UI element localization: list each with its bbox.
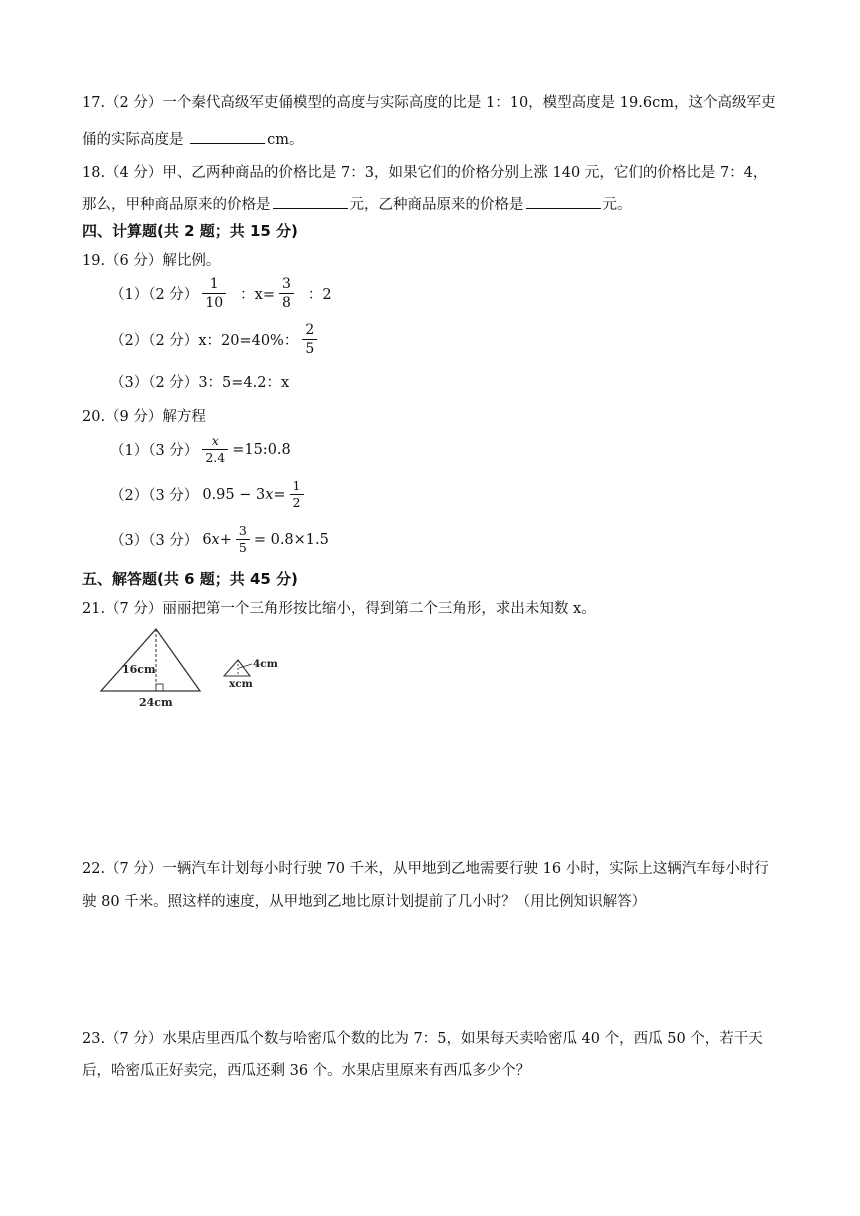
q20-title: 20.（9 分）解方程 [82, 409, 206, 425]
small-triangle [224, 660, 250, 676]
q20-p1-numerator: x [211, 433, 219, 448]
q19-p1-f2-numerator: 3 [281, 276, 291, 292]
q19-p2-label: （2）（2 分） [110, 333, 199, 350]
q20-p2-label: （2）（3 分） [110, 488, 199, 505]
q20-p3-var: x [211, 531, 220, 548]
q19-p2-denominator: 5 [305, 341, 315, 358]
q19-p3-text: 3：5=4.2：x [198, 375, 290, 391]
q20-p2-left: 0.95 − 3 [202, 486, 266, 503]
q19-part2 [110, 322, 321, 357]
q17-line1: 17.（2 分）一个秦代高级军吏俑模型的高度与实际高度的比是 1：10，模型高度是 19.6cm，这个高级军吏 [82, 95, 776, 111]
q22-line2: 驶 80 千米。照这样的速度，从甲地到乙地比原计划提前了几小时？（用比例知识解答） [82, 894, 647, 910]
q18-line2-b: 元，乙种商品原来的价格是 [349, 197, 524, 213]
q19-p2-text: x：20=40%： [198, 333, 299, 350]
q20-p3-left: 6 [202, 531, 212, 548]
q17-line2-after: cm。 [267, 132, 304, 148]
q20-p2-var: x [265, 486, 274, 503]
q18-answer-blank-1[interactable] [273, 194, 348, 209]
q19-p2-numerator: 2 [305, 322, 315, 338]
big-base-label: 24cm [139, 696, 173, 709]
q20-part1 [110, 434, 291, 466]
q17-line2 [82, 128, 303, 149]
q23-line2: 后，哈密瓜正好卖完，西瓜还剩 36 个。水果店里原来有西瓜多少个？ [82, 1063, 531, 1079]
section4-title: 四、计算题(共 2 题；共 15 分) [82, 222, 298, 240]
q20-p1-rest: =15:0.8 [232, 441, 291, 458]
small-height-label: 4cm [253, 658, 278, 670]
big-height-label: 16cm [122, 663, 156, 676]
q19-p2-fraction [302, 322, 317, 357]
q18-line2 [82, 193, 632, 214]
q18-line2-a: 那么，甲种商品原来的价格是 [82, 197, 271, 213]
section5-title: 五、解答题(共 6 题；共 45 分) [82, 570, 298, 588]
q23-line1: 23.（7 分）水果店里西瓜个数与哈密瓜个数的比为 7：5，如果每天卖哈密瓜 40 个，西瓜 50 个，若干天 [82, 1031, 763, 1047]
q19-p1-f2-denominator: 8 [281, 295, 291, 312]
q20-p3-denominator: 5 [238, 540, 247, 556]
q18-answer-blank-2[interactable] [526, 194, 601, 209]
q19-p1-fraction-1 [202, 276, 226, 311]
q19-p1-label: （1）（2 分） [110, 287, 199, 304]
q22-line1: 22.（7 分）一辆汽车计划每小时行驶 70 千米，从甲地到乙地需要行驶 16 小时，实际上这辆汽车每小时行 [82, 861, 769, 877]
q17-answer-blank[interactable] [190, 129, 265, 144]
q19-p3-label: （3）（2 分） [110, 375, 199, 391]
q19-p1-f1-numerator: 1 [209, 276, 219, 292]
q19-part1 [110, 276, 332, 311]
big-right-angle-mark [156, 684, 163, 691]
q21-triangle-figure [96, 624, 296, 714]
q20-p1-label: （1）（3 分） [110, 443, 199, 460]
q20-p2-eq: = [273, 486, 286, 503]
q20-p3-rest: = 0.8×1.5 [253, 531, 329, 548]
q20-p2-denominator: 2 [292, 495, 301, 511]
big-triangle [101, 629, 200, 691]
q19-p1-mid: ：x= [240, 287, 275, 304]
q21-text: 21.（7 分）丽丽把第一个三角形按比缩小，得到第二个三角形，求出未知数 x。 [82, 601, 596, 617]
q20-p3-fraction [236, 524, 250, 556]
q20-p3-plus: + [219, 531, 232, 548]
q20-p3-numerator: 3 [238, 523, 247, 538]
small-base-label: xcm [229, 678, 253, 690]
q20-p1-fraction [202, 434, 228, 466]
q20-part2 [110, 479, 308, 511]
q18-line1: 18.（4 分）甲、乙两种商品的价格比是 7：3，如果它们的价格分别上涨 140 元，它们的价格比是 7：4， [82, 165, 768, 181]
q19-p1-end: ：2 [307, 287, 332, 304]
q19-p1-f1-denominator: 10 [205, 295, 224, 312]
q20-p1-denominator: 2.4 [205, 450, 226, 466]
q20-p3-label: （3）（3 分） [110, 533, 199, 550]
q20-part3 [110, 524, 329, 556]
q17-line2-before: 俑的实际高度是 [82, 132, 189, 148]
q18-line2-c: 元。 [602, 197, 632, 213]
q19-p1-fraction-2 [279, 276, 294, 311]
q19-title: 19.（6 分）解比例。 [82, 253, 221, 269]
q20-p2-numerator: 1 [292, 478, 301, 493]
q20-p2-fraction [290, 479, 304, 511]
q19-part3 [110, 371, 289, 392]
